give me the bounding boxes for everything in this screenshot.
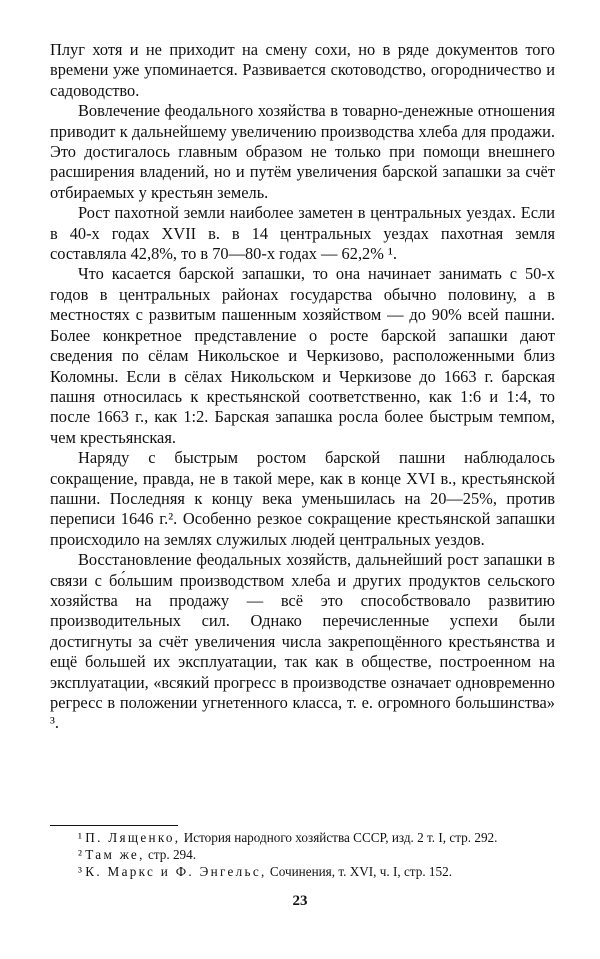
- footnote-author: Там же,: [85, 847, 145, 862]
- footnote-text: стр. 294.: [147, 847, 197, 862]
- footnotes: [50, 829, 555, 880]
- paragraph: Рост пахотной земли наиболее заметен в центральных уездах. Если в 40-х годах XVII в. в 14 центральных уездах пахотная земля составляла 42,8%, то в 70—80-х годах — 62,2% ¹.: [50, 203, 555, 264]
- footnote-mark: ³: [78, 864, 82, 879]
- footnote-mark: ²: [78, 847, 82, 862]
- footnote-text: Сочинения, т. XVI, ч. I, стр. 152.: [269, 864, 452, 879]
- paragraph: Что касается барской запашки, то она начинает занимать с 50-х годов в центральных районах государства обычно половину, а в местностях с развитым пашенным хозяйством — до 90% всей пашни. Более конкретное представление о росте барской запашки дают сведения по сёлам Никольское и Черкизово, расположенными близ Коломны. Если в сёлах Никольском и Черкизове до 1663 г. барская пашня относилась к крестьянской соответственно, как 1:6 и 1:4, то после 1663 г., как 1:2. Барская запашка росла более быстрым темпом, чем крестьянская.: [50, 264, 555, 447]
- main-text: [50, 40, 555, 734]
- paragraph-continuation: Плуг хотя и не приходит на смену сохи, но в ряде документов того времени уже упоминается. Развивается скотоводство, огородничество и садоводство.: [50, 40, 555, 100]
- footnote-author: П. Лященко,: [85, 830, 181, 845]
- page-number: 23: [292, 893, 308, 909]
- footnote-mark: ¹: [78, 830, 82, 845]
- footnote: [50, 863, 555, 880]
- paragraph: Восстановление феодальных хозяйств, дальнейший рост запашки в связи с бо́льшим производством хлеба и других продуктов сельского хозяйства на продажу — всё это способствовало развитию производительных сил. Однако перечисленные успехи были достигнуты за счёт увеличения числа закрепощённого крестьянства и ещё большей их эксплуатации, так как в обществе, построенном на эксплуатации, «всякий прогресс в производстве означает одновременно регресс в положении угнетенного класса, т. е. огромного большинства» ³.: [50, 550, 555, 733]
- footnote: [50, 846, 555, 863]
- footnote-author: К. Маркс и Ф. Энгельс,: [85, 864, 267, 879]
- footnote-divider: [50, 825, 178, 826]
- footnote-text: История народного хозяйства СССР, изд. 2 т. I, стр. 292.: [183, 830, 498, 845]
- paragraph: Вовлечение феодального хозяйства в товарно-денежные отношения приводит к дальнейшему увеличению производства хлеба для продажи. Это достигалось главным образом не только при помощи внешнего расширения владений, но и путём увеличения барской запашки за счёт отбираемых у крестьян земель.: [50, 101, 555, 202]
- footnote: [50, 829, 555, 846]
- paragraph: Наряду с быстрым ростом барской пашни наблюдалось сокращение, правда, не в такой мере, как в конце XVI в., крестьянской пашни. Последняя к концу века уменьшилась на 20—25%, против переписи 1646 г.². Особенно резкое сокращение крестьянской запашки происходило на землях служилых людей центральных уездов.: [50, 448, 555, 549]
